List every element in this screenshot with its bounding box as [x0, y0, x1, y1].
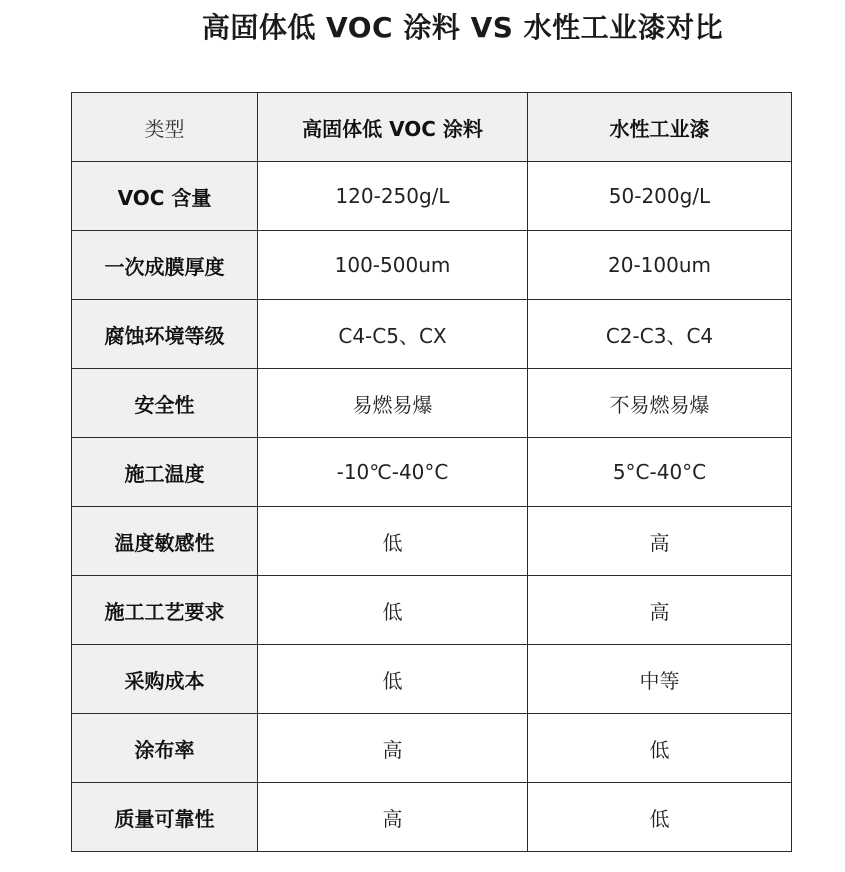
waterborne-cell: 高	[528, 576, 792, 645]
waterborne-cell: C2-C3、C4	[528, 300, 792, 369]
table-row	[72, 162, 792, 231]
header-high-solid: 高固体低 VOC 涂料	[258, 93, 528, 162]
row-label: 安全性	[72, 369, 258, 438]
row-label: 施工温度	[72, 438, 258, 507]
high-solid-cell: 高	[258, 783, 528, 852]
header-waterborne: 水性工业漆	[528, 93, 792, 162]
high-solid-cell: 100-500um	[258, 231, 528, 300]
table-row	[72, 231, 792, 300]
row-label: 采购成本	[72, 645, 258, 714]
waterborne-cell: 20-100um	[528, 231, 792, 300]
row-label: VOC 含量	[72, 162, 258, 231]
high-solid-cell: -10℃-40°C	[258, 438, 528, 507]
row-label: 施工工艺要求	[72, 576, 258, 645]
high-solid-cell: 低	[258, 576, 528, 645]
waterborne-cell: 低	[528, 783, 792, 852]
row-label: 质量可靠性	[72, 783, 258, 852]
page-title: 高固体低 VOC 涂料 VS 水性工业漆对比	[201, 11, 724, 44]
table-row	[72, 783, 792, 852]
table-row	[72, 645, 792, 714]
header-type: 类型	[72, 93, 258, 162]
waterborne-cell: 5°C-40°C	[528, 438, 792, 507]
waterborne-cell: 中等	[528, 645, 792, 714]
high-solid-cell: 低	[258, 507, 528, 576]
high-solid-cell: 低	[258, 645, 528, 714]
row-label: 温度敏感性	[72, 507, 258, 576]
waterborne-cell: 低	[528, 714, 792, 783]
high-solid-cell: C4-C5、CX	[258, 300, 528, 369]
row-label: 一次成膜厚度	[72, 231, 258, 300]
table-row	[72, 576, 792, 645]
row-label: 腐蚀环境等级	[72, 300, 258, 369]
high-solid-cell: 120-250g/L	[258, 162, 528, 231]
table-row	[72, 438, 792, 507]
table-row	[72, 300, 792, 369]
row-label: 涂布率	[72, 714, 258, 783]
table-row	[72, 714, 792, 783]
table-header-row	[72, 93, 792, 162]
waterborne-cell: 50-200g/L	[528, 162, 792, 231]
comparison-table	[71, 92, 792, 852]
waterborne-cell: 高	[528, 507, 792, 576]
waterborne-cell: 不易燃易爆	[528, 369, 792, 438]
table-row	[72, 369, 792, 438]
high-solid-cell: 易燃易爆	[258, 369, 528, 438]
table-row	[72, 507, 792, 576]
high-solid-cell: 高	[258, 714, 528, 783]
